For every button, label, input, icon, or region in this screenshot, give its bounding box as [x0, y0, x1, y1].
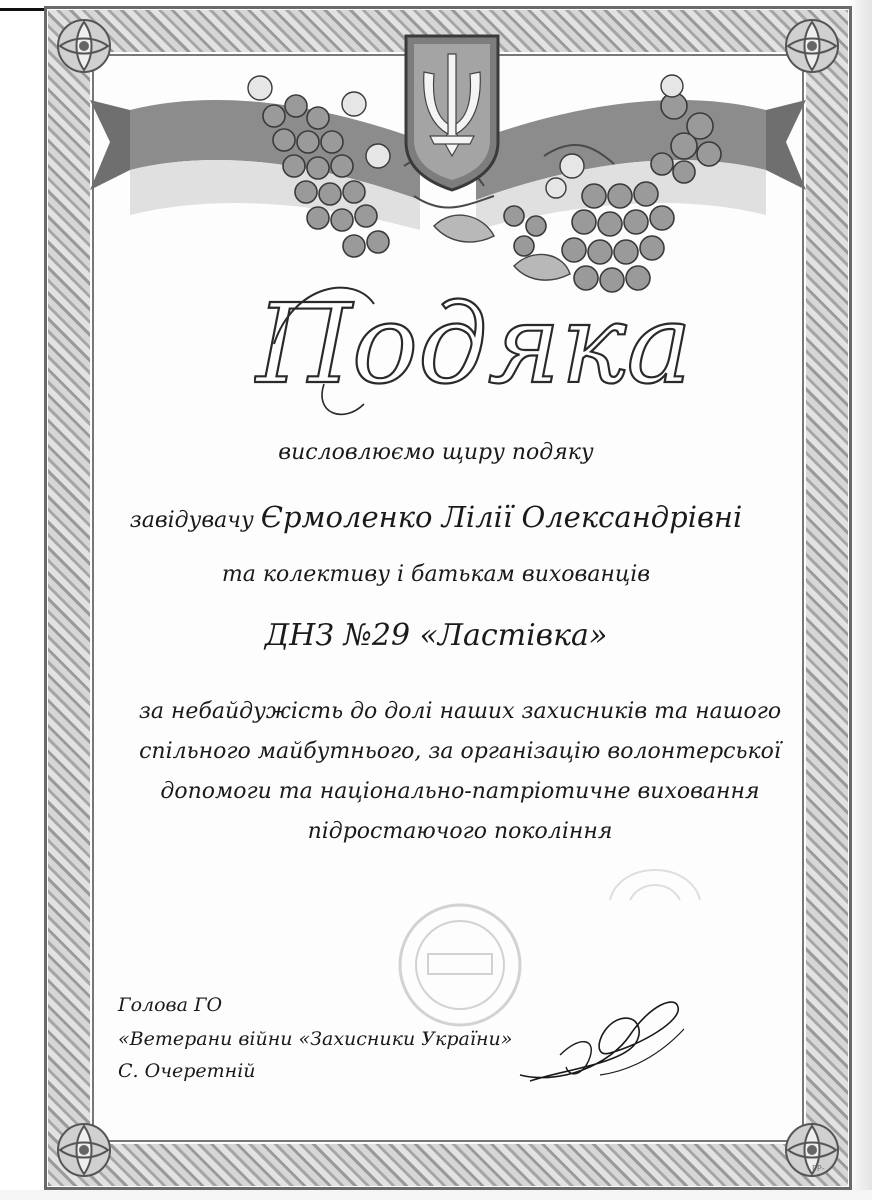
- recipient-line: [0, 500, 872, 534]
- certificate-title: [254, 264, 694, 434]
- team-line: та колективу і батькам вихованців: [221, 562, 651, 587]
- handwritten-signature: [500, 985, 690, 1095]
- signatory-organization: «Ветерани війни «Захисники України»: [118, 1028, 513, 1050]
- scan-edge-bottom: [0, 1190, 872, 1200]
- corner-ornament-icon: [772, 1110, 852, 1190]
- institution-name: ДНЗ №29 «Ластівка»: [264, 618, 608, 653]
- corner-ornament-icon: [44, 1110, 124, 1190]
- recipient-name: Єрмоленко Лілії Олександрівні: [260, 500, 743, 534]
- recipient-prefix: завідувачу: [129, 508, 254, 533]
- trident-coat-of-arms-icon: [400, 32, 504, 192]
- signatory-role: Голова ГО: [118, 994, 223, 1016]
- print-code: ГР-: [812, 1164, 825, 1173]
- intro-line: висловлюємо щиру подяку: [278, 440, 594, 465]
- signatory-name: С. Очеретній: [118, 1060, 256, 1082]
- faint-emblem-icon: [600, 840, 710, 920]
- title-text: Подяка: [256, 280, 692, 408]
- reason-paragraph: за небайдужість до долі наших захисників та нашого спільного майбутнього, за організацію волонтерської допомоги та національно-патріотичне виховання підростаючого покоління: [138, 699, 782, 844]
